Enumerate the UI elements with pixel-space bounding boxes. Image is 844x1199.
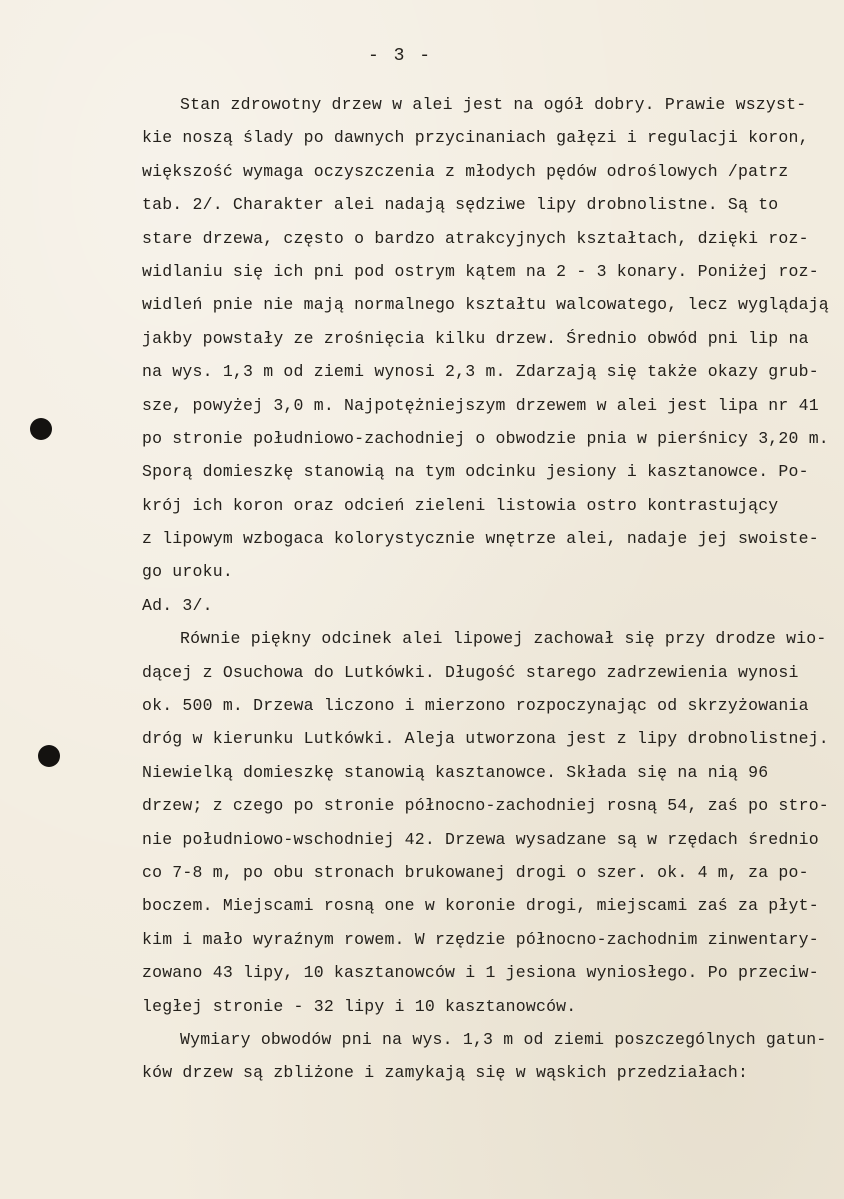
text-line: dącej z Osuchowa do Lutkówki. Długość starego zadrzewienia wynosi [142,662,799,682]
document-body [142,88,832,1090]
text-line: ków drzew są zbliżone i zamykają się w wąskich przedziałach: [142,1063,749,1083]
text-line: boczem. Miejscami rosną one w koronie drogi, miejscami zaś za płyt- [142,896,819,916]
text-line: zowano 43 lipy, 10 kasztanowców i 1 jesiona wyniosłego. Po przeciw- [142,963,819,983]
text-line: co 7-8 m, po obu stronach brukowanej drogi o szer. ok. 4 m, za po- [142,862,809,882]
text-line: drzew; z czego po stronie północno-zachodniej rosną 54, zaś po stro- [142,796,829,816]
text-line: ległej stronie - 32 lipy i 10 kasztanowców. [142,996,577,1016]
paragraph-1 [142,88,832,589]
text-line: widleń pnie nie mają normalnego kształtu walcowatego, lecz wyglądają [142,295,829,315]
text-line: krój ich koron oraz odcień zieleni listowia ostro kontrastujący [142,495,779,515]
section-heading: Ad. 3/. [142,595,213,615]
text-line: tab. 2/. Charakter alei nadają sędziwe lipy drobnolistne. Są to [142,195,779,215]
text-line: Niewielką domieszkę stanowią kasztanowce. Składa się na nią 96 [142,762,769,782]
text-line: jakby powstały ze zrośnięcia kilku drzew. Średnio obwód pni lip na [142,328,809,348]
text-line: na wys. 1,3 m od ziemi wynosi 2,3 m. Zdarzają się także okazy grub- [142,362,819,382]
text-line: widlaniu się ich pni pod ostrym kątem na 2 - 3 konary. Poniżej roz- [142,261,819,281]
text-line: większość wymaga oczyszczenia z młodych pędów odroślowych /patrz [142,161,789,181]
text-line: stare drzewa, często o bardzo atrakcyjnych kształtach, dzięki roz- [142,228,809,248]
text-line: po stronie południowo-zachodniej o obwodzie pnia w pierśnicy 3,20 m. [142,428,829,448]
text-line: dróg w kierunku Lutkówki. Aleja utworzona jest z lipy drobnolistnej. [142,729,829,749]
text-line: Równie piękny odcinek alei lipowej zachował się przy drodze wio- [180,629,827,649]
text-line: z lipowym wzbogaca kolorystycznie wnętrze alei, nadaje jej swoiste- [142,529,819,549]
paragraph-2 [142,622,832,1023]
text-line: Wymiary obwodów pni na wys. 1,3 m od ziemi poszczególnych gatun- [180,1029,827,1049]
text-line: sze, powyżej 3,0 m. Najpotężniejszym drzewem w alei jest lipa nr 41 [142,395,819,415]
page-number: - 3 - [368,46,433,66]
punch-hole [30,418,52,440]
text-line: kim i mało wyraźnym rowem. W rzędzie północno-zachodnim zinwentary- [142,929,819,949]
punch-hole [38,745,60,767]
text-line: ok. 500 m. Drzewa liczono i mierzono rozpoczynając od skrzyżowania [142,696,809,716]
paragraph-3 [142,1023,832,1090]
text-line: Sporą domieszkę stanowią na tym odcinku jesiony i kasztanowce. Po- [142,462,809,482]
text-line: nie południowo-wschodniej 42. Drzewa wysadzane są w rzędach średnio [142,829,819,849]
text-line: go uroku. [142,562,233,582]
text-line: Stan zdrowotny drzew w alei jest na ogół dobry. Prawie wszyst- [180,95,807,114]
text-line: kie noszą ślady po dawnych przycinaniach gałęzi i regulacji koron, [142,128,809,148]
